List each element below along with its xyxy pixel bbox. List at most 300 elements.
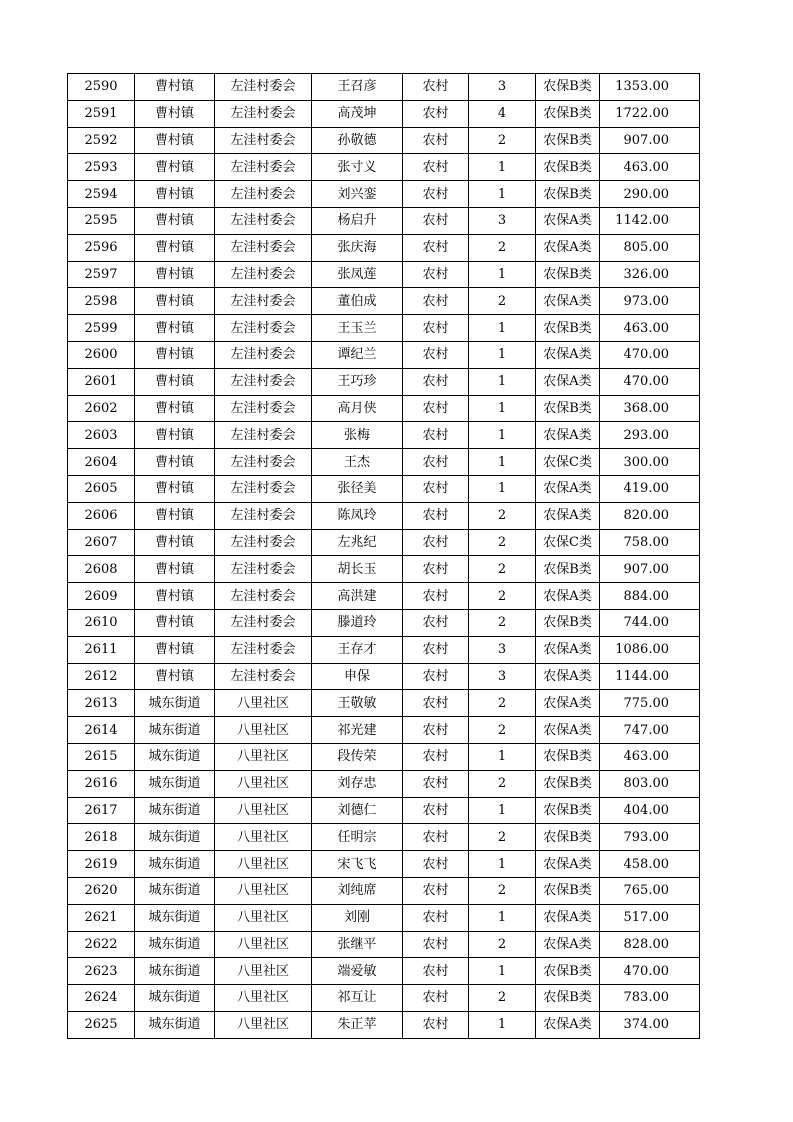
row-number-cell: 2613 bbox=[68, 690, 135, 717]
insurance-category-cell: 农保B类 bbox=[536, 797, 600, 824]
town-cell: 曹村镇 bbox=[135, 556, 215, 583]
family-size-cell: 1 bbox=[469, 797, 536, 824]
insurance-category-cell: 农保B类 bbox=[536, 74, 600, 101]
village-committee-cell: 八里社区 bbox=[215, 690, 312, 717]
person-name-cell: 谭纪兰 bbox=[312, 341, 403, 368]
insurance-category-cell: 农保A类 bbox=[536, 717, 600, 744]
family-size-cell: 2 bbox=[469, 770, 536, 797]
row-number-cell: 2622 bbox=[68, 931, 135, 958]
household-type-cell: 农村 bbox=[403, 315, 469, 342]
household-type-cell: 农村 bbox=[403, 181, 469, 208]
row-number-cell: 2611 bbox=[68, 636, 135, 663]
row-number-cell: 2601 bbox=[68, 368, 135, 395]
person-name-cell: 刘兴銮 bbox=[312, 181, 403, 208]
family-size-cell: 2 bbox=[469, 127, 536, 154]
town-cell: 城东街道 bbox=[135, 797, 215, 824]
insurance-category-cell: 农保A类 bbox=[536, 475, 600, 502]
table-row bbox=[68, 449, 700, 476]
amount-cell: 463.00 bbox=[600, 315, 700, 342]
amount-cell: 805.00 bbox=[600, 234, 700, 261]
row-number-cell: 2592 bbox=[68, 127, 135, 154]
row-number-cell: 2610 bbox=[68, 609, 135, 636]
table-row bbox=[68, 690, 700, 717]
table-row bbox=[68, 315, 700, 342]
town-cell: 曹村镇 bbox=[135, 583, 215, 610]
town-cell: 曹村镇 bbox=[135, 475, 215, 502]
household-type-cell: 农村 bbox=[403, 717, 469, 744]
row-number-cell: 2600 bbox=[68, 341, 135, 368]
amount-cell: 470.00 bbox=[600, 341, 700, 368]
person-name-cell: 刘存忠 bbox=[312, 770, 403, 797]
row-number-cell: 2618 bbox=[68, 824, 135, 851]
village-committee-cell: 左洼村委会 bbox=[215, 368, 312, 395]
town-cell: 曹村镇 bbox=[135, 207, 215, 234]
village-committee-cell: 左洼村委会 bbox=[215, 449, 312, 476]
town-cell: 城东街道 bbox=[135, 904, 215, 931]
village-committee-cell: 八里社区 bbox=[215, 931, 312, 958]
person-name-cell: 刘刚 bbox=[312, 904, 403, 931]
town-cell: 曹村镇 bbox=[135, 181, 215, 208]
town-cell: 曹村镇 bbox=[135, 609, 215, 636]
table-row bbox=[68, 931, 700, 958]
person-name-cell: 朱正苹 bbox=[312, 1011, 403, 1038]
town-cell: 曹村镇 bbox=[135, 341, 215, 368]
table-row bbox=[68, 770, 700, 797]
household-type-cell: 农村 bbox=[403, 475, 469, 502]
amount-cell: 820.00 bbox=[600, 502, 700, 529]
amount-cell: 326.00 bbox=[600, 261, 700, 288]
person-name-cell: 张梅 bbox=[312, 422, 403, 449]
table-row bbox=[68, 529, 700, 556]
village-committee-cell: 左洼村委会 bbox=[215, 395, 312, 422]
family-size-cell: 2 bbox=[469, 583, 536, 610]
village-committee-cell: 左洼村委会 bbox=[215, 422, 312, 449]
family-size-cell: 2 bbox=[469, 985, 536, 1012]
amount-cell: 1142.00 bbox=[600, 207, 700, 234]
person-name-cell: 张寸义 bbox=[312, 154, 403, 181]
row-number-cell: 2612 bbox=[68, 663, 135, 690]
village-committee-cell: 左洼村委会 bbox=[215, 74, 312, 101]
household-type-cell: 农村 bbox=[403, 583, 469, 610]
row-number-cell: 2590 bbox=[68, 74, 135, 101]
family-size-cell: 2 bbox=[469, 502, 536, 529]
row-number-cell: 2605 bbox=[68, 475, 135, 502]
town-cell: 城东街道 bbox=[135, 958, 215, 985]
amount-cell: 517.00 bbox=[600, 904, 700, 931]
village-committee-cell: 八里社区 bbox=[215, 717, 312, 744]
insurance-category-cell: 农保B类 bbox=[536, 395, 600, 422]
family-size-cell: 4 bbox=[469, 100, 536, 127]
household-type-cell: 农村 bbox=[403, 877, 469, 904]
person-name-cell: 陈凤玲 bbox=[312, 502, 403, 529]
town-cell: 城东街道 bbox=[135, 877, 215, 904]
town-cell: 曹村镇 bbox=[135, 529, 215, 556]
table-row bbox=[68, 207, 700, 234]
row-number-cell: 2604 bbox=[68, 449, 135, 476]
family-size-cell: 1 bbox=[469, 475, 536, 502]
row-number-cell: 2624 bbox=[68, 985, 135, 1012]
town-cell: 城东街道 bbox=[135, 985, 215, 1012]
family-size-cell: 3 bbox=[469, 74, 536, 101]
town-cell: 城东街道 bbox=[135, 717, 215, 744]
table-row bbox=[68, 368, 700, 395]
village-committee-cell: 左洼村委会 bbox=[215, 636, 312, 663]
person-name-cell: 申保 bbox=[312, 663, 403, 690]
table-row bbox=[68, 502, 700, 529]
amount-cell: 765.00 bbox=[600, 877, 700, 904]
person-name-cell: 张径美 bbox=[312, 475, 403, 502]
table-row bbox=[68, 475, 700, 502]
row-number-cell: 2623 bbox=[68, 958, 135, 985]
family-size-cell: 1 bbox=[469, 1011, 536, 1038]
household-type-cell: 农村 bbox=[403, 529, 469, 556]
household-type-cell: 农村 bbox=[403, 154, 469, 181]
household-type-cell: 农村 bbox=[403, 341, 469, 368]
amount-cell: 1353.00 bbox=[600, 74, 700, 101]
amount-cell: 1144.00 bbox=[600, 663, 700, 690]
family-size-cell: 1 bbox=[469, 422, 536, 449]
person-name-cell: 段传荣 bbox=[312, 743, 403, 770]
table-row bbox=[68, 341, 700, 368]
amount-cell: 470.00 bbox=[600, 368, 700, 395]
family-size-cell: 3 bbox=[469, 207, 536, 234]
row-number-cell: 2614 bbox=[68, 717, 135, 744]
insurance-category-cell: 农保C类 bbox=[536, 449, 600, 476]
family-size-cell: 2 bbox=[469, 529, 536, 556]
row-number-cell: 2616 bbox=[68, 770, 135, 797]
insurance-category-cell: 农保B类 bbox=[536, 154, 600, 181]
table-row bbox=[68, 181, 700, 208]
village-committee-cell: 左洼村委会 bbox=[215, 475, 312, 502]
records-sheet bbox=[67, 73, 700, 1039]
table-row bbox=[68, 1011, 700, 1038]
person-name-cell: 高茂坤 bbox=[312, 100, 403, 127]
village-committee-cell: 左洼村委会 bbox=[215, 127, 312, 154]
amount-cell: 793.00 bbox=[600, 824, 700, 851]
table-row bbox=[68, 261, 700, 288]
person-name-cell: 董伯成 bbox=[312, 288, 403, 315]
village-committee-cell: 八里社区 bbox=[215, 877, 312, 904]
town-cell: 曹村镇 bbox=[135, 395, 215, 422]
row-number-cell: 2606 bbox=[68, 502, 135, 529]
village-committee-cell: 八里社区 bbox=[215, 851, 312, 878]
row-number-cell: 2608 bbox=[68, 556, 135, 583]
table-row bbox=[68, 851, 700, 878]
family-size-cell: 2 bbox=[469, 690, 536, 717]
amount-cell: 783.00 bbox=[600, 985, 700, 1012]
household-type-cell: 农村 bbox=[403, 234, 469, 261]
insurance-category-cell: 农保A类 bbox=[536, 583, 600, 610]
row-number-cell: 2597 bbox=[68, 261, 135, 288]
row-number-cell: 2599 bbox=[68, 315, 135, 342]
insurance-category-cell: 农保A类 bbox=[536, 1011, 600, 1038]
table-row bbox=[68, 904, 700, 931]
family-size-cell: 1 bbox=[469, 449, 536, 476]
household-type-cell: 农村 bbox=[403, 127, 469, 154]
village-committee-cell: 左洼村委会 bbox=[215, 502, 312, 529]
insurance-category-cell: 农保B类 bbox=[536, 261, 600, 288]
village-committee-cell: 左洼村委会 bbox=[215, 583, 312, 610]
household-type-cell: 农村 bbox=[403, 636, 469, 663]
village-committee-cell: 八里社区 bbox=[215, 797, 312, 824]
town-cell: 曹村镇 bbox=[135, 234, 215, 261]
person-name-cell: 王存才 bbox=[312, 636, 403, 663]
insurance-category-cell: 农保A类 bbox=[536, 502, 600, 529]
amount-cell: 828.00 bbox=[600, 931, 700, 958]
village-committee-cell: 八里社区 bbox=[215, 985, 312, 1012]
amount-cell: 747.00 bbox=[600, 717, 700, 744]
table-row bbox=[68, 609, 700, 636]
insurance-category-cell: 农保B类 bbox=[536, 824, 600, 851]
amount-cell: 775.00 bbox=[600, 690, 700, 717]
table-row bbox=[68, 824, 700, 851]
insurance-category-cell: 农保A类 bbox=[536, 368, 600, 395]
insurance-category-cell: 农保A类 bbox=[536, 636, 600, 663]
family-size-cell: 1 bbox=[469, 368, 536, 395]
household-type-cell: 农村 bbox=[403, 1011, 469, 1038]
insurance-category-cell: 农保C类 bbox=[536, 529, 600, 556]
row-number-cell: 2602 bbox=[68, 395, 135, 422]
amount-cell: 463.00 bbox=[600, 154, 700, 181]
family-size-cell: 2 bbox=[469, 234, 536, 261]
table-row bbox=[68, 958, 700, 985]
household-type-cell: 农村 bbox=[403, 502, 469, 529]
village-committee-cell: 八里社区 bbox=[215, 958, 312, 985]
family-size-cell: 2 bbox=[469, 824, 536, 851]
household-type-cell: 农村 bbox=[403, 663, 469, 690]
village-committee-cell: 八里社区 bbox=[215, 1011, 312, 1038]
family-size-cell: 2 bbox=[469, 609, 536, 636]
amount-cell: 293.00 bbox=[600, 422, 700, 449]
amount-cell: 463.00 bbox=[600, 743, 700, 770]
insurance-category-cell: 农保A类 bbox=[536, 422, 600, 449]
row-number-cell: 2621 bbox=[68, 904, 135, 931]
table-row bbox=[68, 877, 700, 904]
town-cell: 曹村镇 bbox=[135, 663, 215, 690]
town-cell: 城东街道 bbox=[135, 824, 215, 851]
town-cell: 曹村镇 bbox=[135, 261, 215, 288]
household-type-cell: 农村 bbox=[403, 904, 469, 931]
village-committee-cell: 八里社区 bbox=[215, 904, 312, 931]
insurance-category-cell: 农保A类 bbox=[536, 931, 600, 958]
village-committee-cell: 左洼村委会 bbox=[215, 234, 312, 261]
table-row bbox=[68, 663, 700, 690]
town-cell: 曹村镇 bbox=[135, 154, 215, 181]
household-type-cell: 农村 bbox=[403, 100, 469, 127]
amount-cell: 973.00 bbox=[600, 288, 700, 315]
person-name-cell: 王杰 bbox=[312, 449, 403, 476]
row-number-cell: 2625 bbox=[68, 1011, 135, 1038]
household-type-cell: 农村 bbox=[403, 261, 469, 288]
amount-cell: 907.00 bbox=[600, 556, 700, 583]
person-name-cell: 张凤莲 bbox=[312, 261, 403, 288]
amount-cell: 470.00 bbox=[600, 958, 700, 985]
insurance-category-cell: 农保B类 bbox=[536, 556, 600, 583]
table-row bbox=[68, 395, 700, 422]
person-name-cell: 高月侠 bbox=[312, 395, 403, 422]
amount-cell: 744.00 bbox=[600, 609, 700, 636]
insurance-category-cell: 农保B类 bbox=[536, 100, 600, 127]
amount-cell: 758.00 bbox=[600, 529, 700, 556]
family-size-cell: 2 bbox=[469, 556, 536, 583]
amount-cell: 404.00 bbox=[600, 797, 700, 824]
family-size-cell: 3 bbox=[469, 636, 536, 663]
household-type-cell: 农村 bbox=[403, 368, 469, 395]
person-name-cell: 胡长玉 bbox=[312, 556, 403, 583]
row-number-cell: 2591 bbox=[68, 100, 135, 127]
table-row bbox=[68, 985, 700, 1012]
household-type-cell: 农村 bbox=[403, 770, 469, 797]
insurance-category-cell: 农保B类 bbox=[536, 985, 600, 1012]
amount-cell: 1722.00 bbox=[600, 100, 700, 127]
table-row bbox=[68, 743, 700, 770]
person-name-cell: 刘德仁 bbox=[312, 797, 403, 824]
household-type-cell: 农村 bbox=[403, 931, 469, 958]
row-number-cell: 2620 bbox=[68, 877, 135, 904]
insurance-category-cell: 农保B类 bbox=[536, 609, 600, 636]
row-number-cell: 2598 bbox=[68, 288, 135, 315]
amount-cell: 458.00 bbox=[600, 851, 700, 878]
row-number-cell: 2593 bbox=[68, 154, 135, 181]
family-size-cell: 2 bbox=[469, 931, 536, 958]
table-row bbox=[68, 422, 700, 449]
row-number-cell: 2615 bbox=[68, 743, 135, 770]
village-committee-cell: 左洼村委会 bbox=[215, 261, 312, 288]
amount-cell: 884.00 bbox=[600, 583, 700, 610]
amount-cell: 300.00 bbox=[600, 449, 700, 476]
household-type-cell: 农村 bbox=[403, 824, 469, 851]
family-size-cell: 1 bbox=[469, 904, 536, 931]
town-cell: 曹村镇 bbox=[135, 422, 215, 449]
town-cell: 城东街道 bbox=[135, 743, 215, 770]
family-size-cell: 1 bbox=[469, 315, 536, 342]
household-type-cell: 农村 bbox=[403, 556, 469, 583]
town-cell: 曹村镇 bbox=[135, 127, 215, 154]
person-name-cell: 宋飞飞 bbox=[312, 851, 403, 878]
table-row bbox=[68, 100, 700, 127]
family-size-cell: 1 bbox=[469, 261, 536, 288]
amount-cell: 1086.00 bbox=[600, 636, 700, 663]
family-size-cell: 1 bbox=[469, 181, 536, 208]
town-cell: 城东街道 bbox=[135, 690, 215, 717]
row-number-cell: 2594 bbox=[68, 181, 135, 208]
village-committee-cell: 左洼村委会 bbox=[215, 556, 312, 583]
household-type-cell: 农村 bbox=[403, 609, 469, 636]
insurance-category-cell: 农保A类 bbox=[536, 341, 600, 368]
row-number-cell: 2609 bbox=[68, 583, 135, 610]
family-size-cell: 2 bbox=[469, 877, 536, 904]
family-size-cell: 1 bbox=[469, 154, 536, 181]
household-type-cell: 农村 bbox=[403, 985, 469, 1012]
person-name-cell: 任明宗 bbox=[312, 824, 403, 851]
household-type-cell: 农村 bbox=[403, 422, 469, 449]
person-name-cell: 王召彦 bbox=[312, 74, 403, 101]
village-committee-cell: 八里社区 bbox=[215, 824, 312, 851]
village-committee-cell: 左洼村委会 bbox=[215, 207, 312, 234]
town-cell: 曹村镇 bbox=[135, 288, 215, 315]
family-size-cell: 1 bbox=[469, 743, 536, 770]
person-name-cell: 王巧珍 bbox=[312, 368, 403, 395]
table-row bbox=[68, 797, 700, 824]
person-name-cell: 杨启升 bbox=[312, 207, 403, 234]
row-number-cell: 2607 bbox=[68, 529, 135, 556]
family-size-cell: 1 bbox=[469, 341, 536, 368]
insurance-category-cell: 农保B类 bbox=[536, 315, 600, 342]
household-type-cell: 农村 bbox=[403, 743, 469, 770]
amount-cell: 419.00 bbox=[600, 475, 700, 502]
village-committee-cell: 左洼村委会 bbox=[215, 315, 312, 342]
town-cell: 城东街道 bbox=[135, 851, 215, 878]
insurance-category-cell: 农保A类 bbox=[536, 690, 600, 717]
insurance-category-cell: 农保A类 bbox=[536, 663, 600, 690]
table-row bbox=[68, 717, 700, 744]
insurance-category-cell: 农保A类 bbox=[536, 851, 600, 878]
table-row bbox=[68, 154, 700, 181]
person-name-cell: 王敬敏 bbox=[312, 690, 403, 717]
town-cell: 城东街道 bbox=[135, 931, 215, 958]
row-number-cell: 2595 bbox=[68, 207, 135, 234]
table-row bbox=[68, 288, 700, 315]
insurance-category-cell: 农保B类 bbox=[536, 958, 600, 985]
village-committee-cell: 左洼村委会 bbox=[215, 663, 312, 690]
household-type-cell: 农村 bbox=[403, 288, 469, 315]
town-cell: 曹村镇 bbox=[135, 368, 215, 395]
insurance-category-cell: 农保B类 bbox=[536, 770, 600, 797]
village-committee-cell: 左洼村委会 bbox=[215, 341, 312, 368]
family-size-cell: 3 bbox=[469, 663, 536, 690]
town-cell: 曹村镇 bbox=[135, 449, 215, 476]
household-type-cell: 农村 bbox=[403, 449, 469, 476]
town-cell: 曹村镇 bbox=[135, 502, 215, 529]
person-name-cell: 刘纯席 bbox=[312, 877, 403, 904]
family-size-cell: 1 bbox=[469, 958, 536, 985]
table-row bbox=[68, 127, 700, 154]
insurance-category-cell: 农保A类 bbox=[536, 207, 600, 234]
row-number-cell: 2617 bbox=[68, 797, 135, 824]
household-type-cell: 农村 bbox=[403, 207, 469, 234]
household-type-cell: 农村 bbox=[403, 395, 469, 422]
records-body bbox=[68, 74, 700, 1039]
person-name-cell: 祁互让 bbox=[312, 985, 403, 1012]
insurance-category-cell: 农保A类 bbox=[536, 234, 600, 261]
person-name-cell: 滕道玲 bbox=[312, 609, 403, 636]
person-name-cell: 祁光建 bbox=[312, 717, 403, 744]
household-type-cell: 农村 bbox=[403, 74, 469, 101]
family-size-cell: 1 bbox=[469, 851, 536, 878]
amount-cell: 290.00 bbox=[600, 181, 700, 208]
village-committee-cell: 左洼村委会 bbox=[215, 154, 312, 181]
row-number-cell: 2603 bbox=[68, 422, 135, 449]
village-committee-cell: 左洼村委会 bbox=[215, 181, 312, 208]
table-row bbox=[68, 234, 700, 261]
amount-cell: 803.00 bbox=[600, 770, 700, 797]
family-size-cell: 2 bbox=[469, 288, 536, 315]
amount-cell: 907.00 bbox=[600, 127, 700, 154]
household-type-cell: 农村 bbox=[403, 690, 469, 717]
person-name-cell: 左兆纪 bbox=[312, 529, 403, 556]
amount-cell: 374.00 bbox=[600, 1011, 700, 1038]
village-committee-cell: 左洼村委会 bbox=[215, 100, 312, 127]
insurance-category-cell: 农保B类 bbox=[536, 181, 600, 208]
household-type-cell: 农村 bbox=[403, 851, 469, 878]
person-name-cell: 端爱敏 bbox=[312, 958, 403, 985]
table-row bbox=[68, 74, 700, 101]
village-committee-cell: 左洼村委会 bbox=[215, 609, 312, 636]
town-cell: 曹村镇 bbox=[135, 315, 215, 342]
person-name-cell: 孙敬德 bbox=[312, 127, 403, 154]
person-name-cell: 王玉兰 bbox=[312, 315, 403, 342]
person-name-cell: 张继平 bbox=[312, 931, 403, 958]
